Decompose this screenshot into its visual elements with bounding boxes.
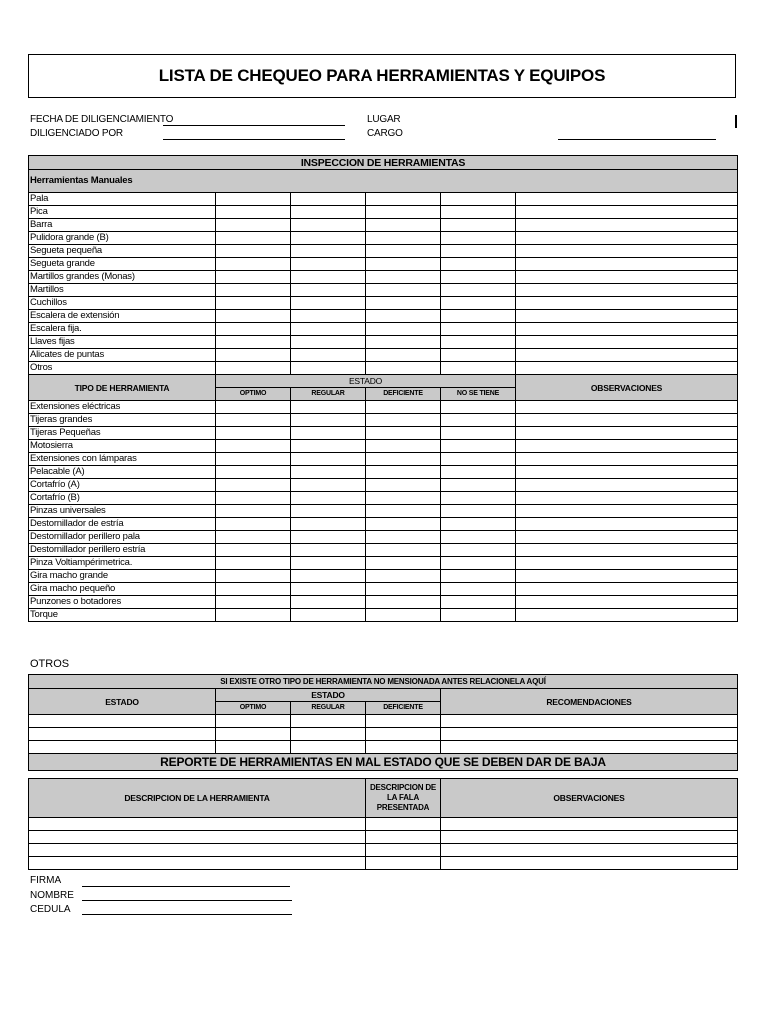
table-cell[interactable]	[516, 440, 738, 453]
table-cell[interactable]	[216, 232, 291, 245]
table-cell[interactable]	[291, 336, 366, 349]
table-cell[interactable]	[516, 310, 738, 323]
col-deficiente: DEFICIENTE	[366, 388, 441, 401]
table-cell[interactable]	[291, 596, 366, 609]
table-cell[interactable]	[516, 362, 738, 375]
table-cell[interactable]	[441, 492, 516, 505]
nombre-label: NOMBRE	[30, 890, 74, 901]
table-row	[29, 453, 738, 466]
manual-section-title: Herramientas Manuales	[29, 170, 738, 193]
table-cell[interactable]	[516, 531, 738, 544]
table-cell[interactable]	[516, 271, 738, 284]
table-cell[interactable]	[516, 466, 738, 479]
table-cell[interactable]	[516, 401, 738, 414]
table-cell[interactable]	[291, 544, 366, 557]
col-no-tiene: NO SE TIENE	[441, 388, 516, 401]
table-row	[29, 310, 738, 323]
table-cell[interactable]	[366, 440, 441, 453]
table-row	[29, 715, 738, 728]
table-row	[29, 284, 738, 297]
table-cell[interactable]	[516, 206, 738, 219]
table-cell[interactable]	[441, 518, 516, 531]
diligenciado-label: DILIGENCIADO POR	[30, 128, 123, 139]
item-label: Pinzas universales	[29, 505, 216, 518]
item-label: Punzones o botadores	[29, 596, 216, 609]
table-cell[interactable]	[516, 232, 738, 245]
table-cell[interactable]	[516, 479, 738, 492]
table-cell[interactable]	[291, 258, 366, 271]
table-cell[interactable]	[216, 479, 291, 492]
inspection-section-title: INSPECCION DE HERRAMIENTAS	[29, 156, 738, 170]
manual-header-row	[29, 170, 738, 193]
table-cell[interactable]	[291, 609, 366, 622]
table-cell[interactable]	[441, 596, 516, 609]
table-row	[29, 414, 738, 427]
table-cell[interactable]	[291, 414, 366, 427]
table-row	[29, 728, 738, 741]
table-cell[interactable]	[516, 557, 738, 570]
otros-col-optimo: OPTIMO	[216, 702, 291, 715]
otros-label: OTROS	[30, 658, 70, 670]
table-cell[interactable]	[366, 518, 441, 531]
table-cell[interactable]	[291, 310, 366, 323]
table-row	[29, 232, 738, 245]
table-cell[interactable]	[366, 297, 441, 310]
table-row	[29, 844, 738, 857]
otros-col-deficiente: DEFICIENTE	[366, 702, 441, 715]
table-cell[interactable]	[216, 741, 291, 754]
item-label: Extensiones eléctricas	[29, 401, 216, 414]
item-label: Destornillador perillero pala	[29, 531, 216, 544]
table-row	[29, 323, 738, 336]
table-cell[interactable]	[366, 232, 441, 245]
table-cell[interactable]	[291, 453, 366, 466]
table-cell[interactable]	[291, 206, 366, 219]
table-cell[interactable]	[366, 505, 441, 518]
table-row	[29, 531, 738, 544]
table-row	[29, 297, 738, 310]
table-cell[interactable]	[516, 518, 738, 531]
table-cell[interactable]	[441, 310, 516, 323]
table-cell[interactable]	[366, 284, 441, 297]
table-cell[interactable]	[366, 557, 441, 570]
table-cell[interactable]	[216, 362, 291, 375]
table-cell[interactable]	[366, 531, 441, 544]
table-row	[29, 544, 738, 557]
table-row	[29, 206, 738, 219]
title-box	[28, 54, 736, 98]
otros-col-recomendaciones: RECOMENDACIONES	[441, 689, 738, 715]
item-label: Torque	[29, 609, 216, 622]
section-header-row	[29, 156, 738, 170]
table-cell[interactable]	[291, 492, 366, 505]
item-label: Martillos	[29, 284, 216, 297]
table-cell[interactable]	[516, 505, 738, 518]
table-cell[interactable]	[366, 583, 441, 596]
table-cell[interactable]	[366, 336, 441, 349]
item-label: Pala	[29, 193, 216, 206]
table-cell[interactable]	[441, 427, 516, 440]
table-cell[interactable]	[366, 609, 441, 622]
item-label: Destornillador de estría	[29, 518, 216, 531]
item-label: Pulidora grande (B)	[29, 232, 216, 245]
col-optimo: OPTIMO	[216, 388, 291, 401]
diligenciado-field[interactable]	[163, 139, 345, 140]
otros-header: SI EXISTE OTRO TIPO DE HERRAMIENTA NO MENSIONADA ANTES RELACIONELA AQUÍ	[29, 675, 738, 689]
table-row	[29, 741, 738, 754]
table-row	[29, 570, 738, 583]
table-cell[interactable]	[216, 245, 291, 258]
table-cell[interactable]	[29, 844, 366, 857]
table-cell[interactable]	[441, 831, 738, 844]
table-cell[interactable]	[291, 518, 366, 531]
item-label: Barra	[29, 219, 216, 232]
table-cell[interactable]	[366, 271, 441, 284]
table-cell[interactable]	[366, 310, 441, 323]
item-label: Cortafrío (B)	[29, 492, 216, 505]
table-cell[interactable]	[291, 323, 366, 336]
table-cell[interactable]	[441, 453, 516, 466]
table-cell[interactable]	[516, 258, 738, 271]
table-row	[29, 505, 738, 518]
fecha-field[interactable]	[163, 125, 345, 126]
table-cell[interactable]	[29, 728, 216, 741]
item-label: Tijeras grandes	[29, 414, 216, 427]
item-label: Segueta grande	[29, 258, 216, 271]
table-cell[interactable]	[516, 323, 738, 336]
item-label: Motosierra	[29, 440, 216, 453]
table-row	[29, 492, 738, 505]
table-row	[29, 557, 738, 570]
table-cell[interactable]	[216, 728, 291, 741]
table-cell[interactable]	[291, 728, 366, 741]
table-cell[interactable]	[366, 258, 441, 271]
table-cell[interactable]	[441, 505, 516, 518]
table-cell[interactable]	[216, 518, 291, 531]
table-cell[interactable]	[516, 427, 738, 440]
table-cell[interactable]	[366, 844, 441, 857]
table-cell[interactable]	[441, 323, 516, 336]
table-cell[interactable]	[516, 336, 738, 349]
table-row	[29, 427, 738, 440]
fecha-label: FECHA DE DILIGENCIAMIENTO	[30, 114, 174, 125]
table-row	[29, 466, 738, 479]
table-cell[interactable]	[441, 349, 516, 362]
otros-col-estado-group: ESTADO	[216, 689, 441, 702]
table-cell[interactable]	[441, 219, 516, 232]
table-cell[interactable]	[216, 596, 291, 609]
otros-col-estado: ESTADO	[29, 689, 216, 715]
table-cell[interactable]	[366, 479, 441, 492]
table-cell[interactable]	[516, 219, 738, 232]
table-cell[interactable]	[291, 557, 366, 570]
item-label: Pelacable (A)	[29, 466, 216, 479]
table-cell[interactable]	[441, 844, 738, 857]
firma-field[interactable]	[82, 886, 290, 887]
table-cell[interactable]	[441, 232, 516, 245]
table-cell[interactable]	[216, 492, 291, 505]
table-cell[interactable]	[441, 570, 516, 583]
table-row	[29, 518, 738, 531]
table-cell[interactable]	[516, 414, 738, 427]
table-row	[29, 362, 738, 375]
col-observaciones: OBSERVACIONES	[516, 375, 738, 401]
table-cell[interactable]	[441, 362, 516, 375]
table-cell[interactable]	[216, 310, 291, 323]
item-label: Segueta pequeña	[29, 245, 216, 258]
table-row	[29, 193, 738, 206]
table-cell[interactable]	[516, 245, 738, 258]
table-row	[29, 857, 738, 870]
table-cell[interactable]	[441, 544, 516, 557]
table-cell[interactable]	[216, 206, 291, 219]
table-cell[interactable]	[216, 544, 291, 557]
table-cell[interactable]	[441, 466, 516, 479]
table-cell[interactable]	[216, 297, 291, 310]
table-cell[interactable]	[291, 349, 366, 362]
table-cell[interactable]	[29, 741, 216, 754]
cedula-field[interactable]	[82, 914, 292, 915]
item-label: Escalera fija.	[29, 323, 216, 336]
table-cell[interactable]	[366, 245, 441, 258]
item-label: Gira macho pequeño	[29, 583, 216, 596]
table-cell[interactable]	[291, 570, 366, 583]
table-cell[interactable]	[366, 544, 441, 557]
table-cell[interactable]	[366, 414, 441, 427]
table-cell[interactable]	[366, 741, 441, 754]
table-cell[interactable]	[366, 596, 441, 609]
table-cell[interactable]	[291, 466, 366, 479]
baja-col-observaciones: OBSERVACIONES	[441, 779, 738, 818]
baja-table	[28, 778, 738, 870]
table-cell[interactable]	[216, 271, 291, 284]
table-cell[interactable]	[366, 570, 441, 583]
table-row	[29, 596, 738, 609]
table-cell[interactable]	[29, 857, 366, 870]
table-cell[interactable]	[441, 583, 516, 596]
table-cell[interactable]	[216, 715, 291, 728]
table-cell[interactable]	[216, 531, 291, 544]
otros-col-regular: REGULAR	[291, 702, 366, 715]
item-label: Escalera de extensión	[29, 310, 216, 323]
table-cell[interactable]	[216, 609, 291, 622]
table-cell[interactable]	[216, 557, 291, 570]
table-cell[interactable]	[441, 857, 738, 870]
table-cell[interactable]	[441, 336, 516, 349]
table-cell[interactable]	[216, 219, 291, 232]
table-cell[interactable]	[516, 596, 738, 609]
table-cell[interactable]	[291, 297, 366, 310]
item-label: Extensiones con lámparas	[29, 453, 216, 466]
table-cell[interactable]	[366, 857, 441, 870]
col-estado: ESTADO	[216, 375, 516, 388]
table-cell[interactable]	[366, 349, 441, 362]
item-label: Llaves fijas	[29, 336, 216, 349]
table-cell[interactable]	[29, 715, 216, 728]
table-cell[interactable]	[291, 505, 366, 518]
table-cell[interactable]	[216, 453, 291, 466]
baja-col-falla: DESCRIPCION DE LA FALA PRESENTADA	[366, 779, 441, 818]
table-cell[interactable]	[516, 583, 738, 596]
table-cell[interactable]	[441, 297, 516, 310]
table-cell[interactable]	[216, 323, 291, 336]
table-cell[interactable]	[441, 258, 516, 271]
lugar-label: LUGAR	[367, 114, 401, 125]
col-tipo: TIPO DE HERRAMIENTA	[29, 375, 216, 401]
cargo-field[interactable]	[558, 139, 716, 140]
table-cell[interactable]	[366, 453, 441, 466]
table-cell[interactable]	[216, 440, 291, 453]
table-cell[interactable]	[516, 570, 738, 583]
table-cell[interactable]	[216, 583, 291, 596]
tool-header-row	[29, 375, 738, 388]
table-cell[interactable]	[366, 831, 441, 844]
table-cell[interactable]	[366, 362, 441, 375]
item-label: Cortafrío (A)	[29, 479, 216, 492]
table-cell[interactable]	[366, 728, 441, 741]
table-cell[interactable]	[366, 401, 441, 414]
table-cell[interactable]	[441, 741, 738, 754]
table-cell[interactable]	[291, 362, 366, 375]
table-cell[interactable]	[441, 414, 516, 427]
item-label: Pinza Voltiampérimetrica.	[29, 557, 216, 570]
table-cell[interactable]	[216, 505, 291, 518]
otros-table	[28, 674, 738, 771]
table-cell[interactable]	[441, 609, 516, 622]
table-row	[29, 219, 738, 232]
table-cell[interactable]	[441, 245, 516, 258]
table-cell[interactable]	[516, 284, 738, 297]
item-label: Otros	[29, 362, 216, 375]
table-row	[29, 401, 738, 414]
table-row	[29, 349, 738, 362]
table-cell[interactable]	[291, 219, 366, 232]
item-label: Pica	[29, 206, 216, 219]
table-cell[interactable]	[366, 818, 441, 831]
item-label: Alicates de puntas	[29, 349, 216, 362]
table-cell[interactable]	[216, 336, 291, 349]
item-label: Destornillador perillero estría	[29, 544, 216, 557]
table-cell[interactable]	[441, 479, 516, 492]
table-cell[interactable]	[366, 193, 441, 206]
table-cell[interactable]	[291, 284, 366, 297]
table-cell[interactable]	[216, 570, 291, 583]
baja-col-descripcion: DESCRIPCION DE LA HERRAMIENTA	[29, 779, 366, 818]
cargo-label: CARGO	[367, 128, 403, 139]
table-cell[interactable]	[29, 831, 366, 844]
table-cell[interactable]	[441, 284, 516, 297]
table-cell[interactable]	[516, 453, 738, 466]
table-cell[interactable]	[441, 271, 516, 284]
table-cell[interactable]	[441, 715, 738, 728]
table-row	[29, 818, 738, 831]
table-cell[interactable]	[291, 479, 366, 492]
table-cell[interactable]	[291, 531, 366, 544]
table-cell[interactable]	[291, 232, 366, 245]
table-cell[interactable]	[291, 583, 366, 596]
text-cursor	[735, 115, 737, 128]
col-regular: REGULAR	[291, 388, 366, 401]
table-cell[interactable]	[441, 401, 516, 414]
table-cell[interactable]	[366, 715, 441, 728]
table-cell[interactable]	[516, 193, 738, 206]
table-cell[interactable]	[216, 466, 291, 479]
table-row	[29, 583, 738, 596]
table-cell[interactable]	[216, 427, 291, 440]
table-cell[interactable]	[291, 401, 366, 414]
table-cell[interactable]	[291, 715, 366, 728]
table-row	[29, 479, 738, 492]
table-cell[interactable]	[291, 427, 366, 440]
table-cell[interactable]	[216, 349, 291, 362]
table-cell[interactable]	[441, 440, 516, 453]
table-cell[interactable]	[291, 440, 366, 453]
page-title: LISTA DE CHEQUEO PARA HERRAMIENTAS Y EQUIPOS	[158, 66, 606, 85]
table-cell[interactable]	[366, 219, 441, 232]
baja-title: REPORTE DE HERRAMIENTAS EN MAL ESTADO QUE SE DEBEN DAR DE BAJA	[29, 754, 738, 771]
table-cell[interactable]	[516, 297, 738, 310]
table-cell[interactable]	[516, 349, 738, 362]
table-row	[29, 440, 738, 453]
table-cell[interactable]	[366, 206, 441, 219]
table-cell[interactable]	[216, 258, 291, 271]
inspection-table	[28, 155, 738, 622]
table-cell[interactable]	[441, 531, 516, 544]
table-cell[interactable]	[366, 427, 441, 440]
table-cell[interactable]	[441, 206, 516, 219]
table-row	[29, 258, 738, 271]
table-cell[interactable]	[441, 557, 516, 570]
table-row	[29, 831, 738, 844]
table-row	[29, 271, 738, 284]
item-label: Cuchillos	[29, 297, 216, 310]
table-cell[interactable]	[291, 271, 366, 284]
table-cell[interactable]	[516, 609, 738, 622]
table-cell[interactable]	[366, 466, 441, 479]
item-label: Martillos grandes (Monas)	[29, 271, 216, 284]
cedula-label: CEDULA	[30, 904, 71, 915]
table-cell[interactable]	[216, 401, 291, 414]
table-row	[29, 245, 738, 258]
table-cell[interactable]	[366, 323, 441, 336]
firma-label: FIRMA	[30, 875, 62, 886]
table-cell[interactable]	[216, 414, 291, 427]
table-cell[interactable]	[441, 728, 738, 741]
table-cell[interactable]	[441, 193, 516, 206]
table-cell[interactable]	[441, 818, 738, 831]
table-cell[interactable]	[291, 193, 366, 206]
table-cell[interactable]	[516, 492, 738, 505]
nombre-field[interactable]	[82, 900, 292, 901]
table-cell[interactable]	[216, 284, 291, 297]
item-label: Tijeras Pequeñas	[29, 427, 216, 440]
table-cell[interactable]	[291, 245, 366, 258]
table-row	[29, 336, 738, 349]
table-cell[interactable]	[366, 492, 441, 505]
table-cell[interactable]	[291, 741, 366, 754]
table-cell[interactable]	[29, 818, 366, 831]
item-label: Gira macho grande	[29, 570, 216, 583]
table-row	[29, 609, 738, 622]
table-cell[interactable]	[216, 193, 291, 206]
table-cell[interactable]	[516, 544, 738, 557]
